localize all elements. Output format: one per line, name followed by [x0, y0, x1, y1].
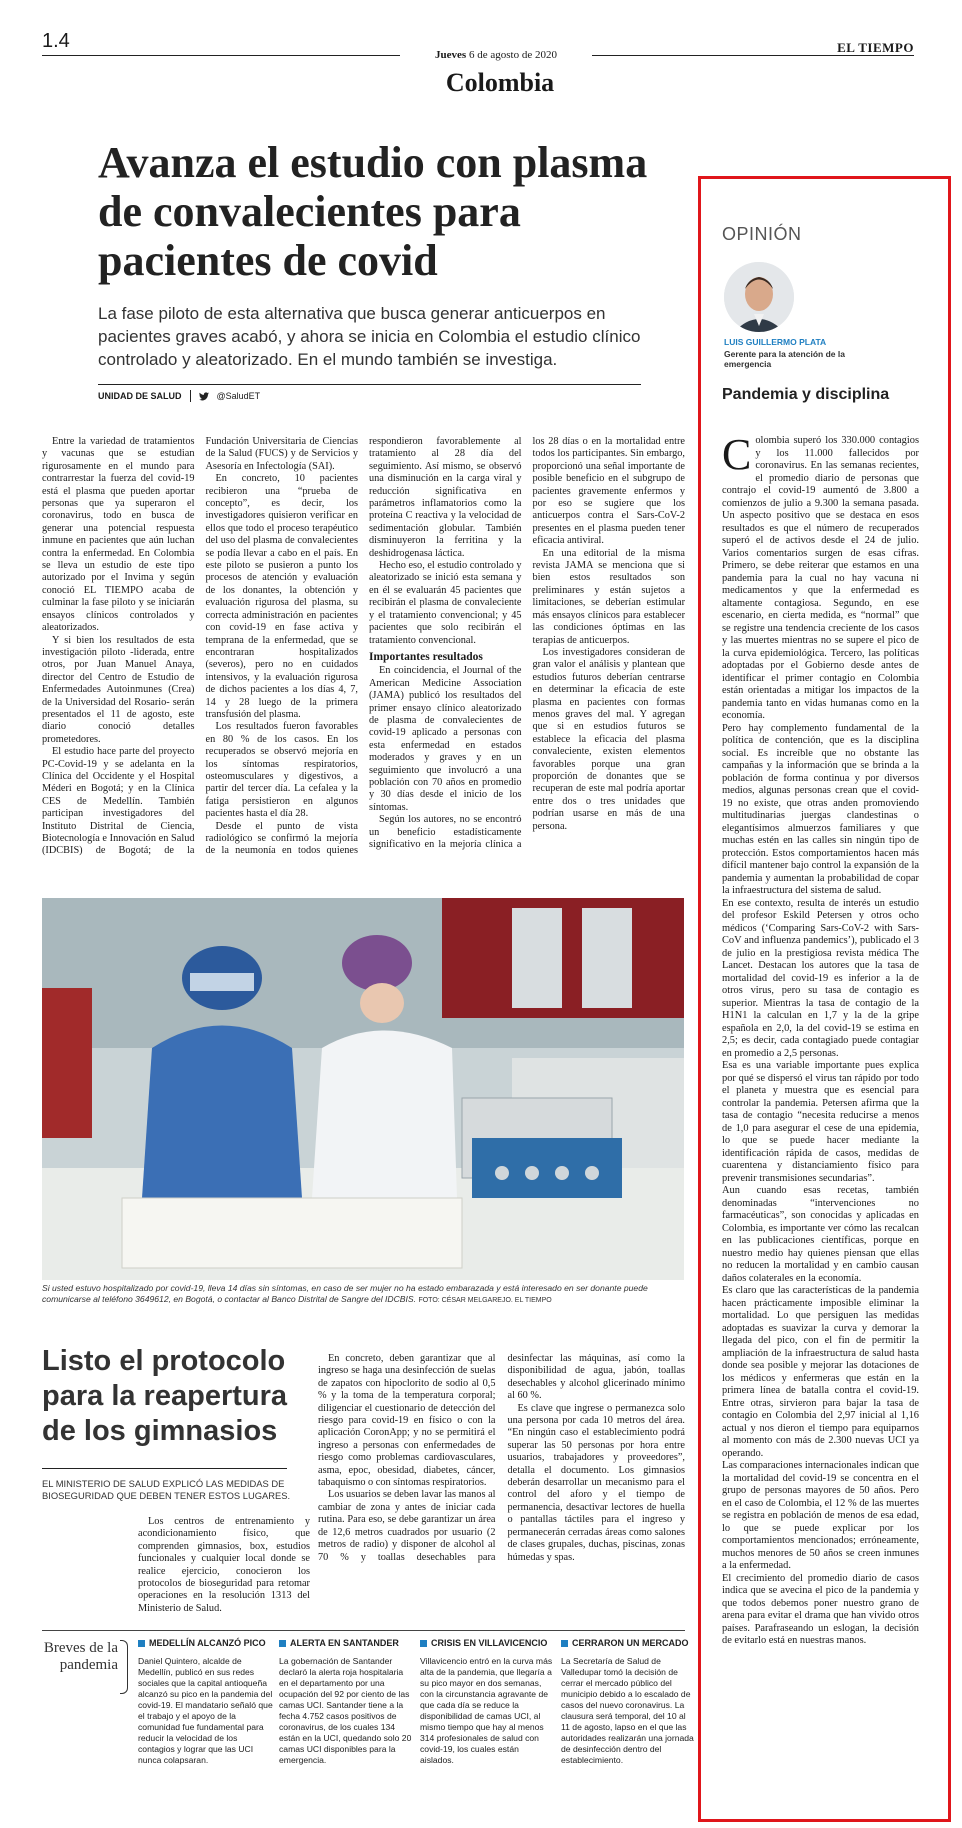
brief-item	[138, 1638, 273, 1766]
article-paragraph: Y si bien los resultados de esta investigación piloto -liderada, entre otros, por Juan Manuel Anaya, director del Centro de Estudio de Enfermedades Autoinmunes (Crea) de la Universidad del Rosario- serán presentados el 11 de agosto, este diario conoció detalles prometedores.	[42, 634, 195, 745]
masthead-rule-left	[42, 55, 400, 56]
opinion-title: Pandemia y disciplina	[722, 386, 890, 403]
byline-unit: UNIDAD DE SALUD	[98, 391, 182, 401]
lab-photo	[42, 898, 684, 1280]
article-paragraph: El estudio hace parte del proyecto PC-Covid-19 y se adelanta en la Clínica del Occidente y el Hospital Méderi en Bogotá; y en la Clínica CES de Medellín. También participan investigadores del Instituto Distrital de Ciencia, Biotecnología e Innovación en Salud (IDCBIS) de Bogotá; de la Fundación Universitaria de Ciencias de la Salud (FUCS) y de Servicios y Asesoría en Infectología (SAI).	[42, 436, 358, 857]
author-portrait-icon	[724, 262, 794, 332]
opinion-paragraph	[722, 435, 919, 723]
brief-title	[420, 1638, 555, 1648]
opinion-paragraph: En ese contexto, resulta de interés un estudio del profesor Eskild Petersen y otros ocho médicos (‘Comparing Sars-CoV-2 with Sars-CoV and influenza pandemics’), publicado el 3 de julio en la prestigiosa revista médica The Lancet. Destacan los autores que la tasa de mortalidad del covid-19 es inferior a la de otros virus, pero su tasa de contagio es superior. Mientras la tasa de contagio de la H1N1 la calculan en 1,7 y la de la gripe española en 2,0, la del covid-19 se estima en 2,5; es decir, cada contagiado puede contagiar en promedio a 2,5 personas.	[722, 897, 919, 1059]
article-paragraph: Según los autores, no se encontró un beneficio estadísticamente significativo en la mejoría clínica a los 28 días o en la mortalidad entre todos los participantes. Sin embargo, proporcionó una señal importante de posible beneficio en el subgrupo de pacientes gravemente enfermos y por eso se sugiere que los anticuerpos contra el Sars-CoV-2 presentes en el plasma pueden tener eficacia antiviral.	[369, 436, 685, 850]
breves-rule	[42, 1630, 685, 1631]
gym-rule	[42, 1468, 287, 1469]
opinion-author-role: Gerente para la atención de la emergencia	[724, 349, 845, 369]
opinion-body	[722, 435, 919, 1815]
twitter-icon	[199, 392, 209, 401]
opinion-paragraph: El crecimiento del promedio diario de casos indica que se avecina el pico de la pandemia y que todos debemos poner nuestro grano de arena para evitar el drama que han vivido otros países. Parafraseando un eslogan, la decisión de evitarlo está en nuestras manos.	[722, 1572, 919, 1646]
article-paragraph: Desde el punto de vista radiológico se confirmó la mejoría de la neumonía en todos quienes respondieron favorablemente al tratamiento al 28 día del seguimiento. Así mismo, se observó una disminución en la carga viral y reducción significativa en parámetros inflamatorios como la proteína C reactiva y la velocidad de sedimentación globular. También disminuyeron la ferritina y la deshidrogenasa láctica.	[205, 436, 522, 857]
gym-subhead: EL MINISTERIO DE SALUD EXPLICÓ LAS MEDIDAS DE BIOSEGURIDAD QUE DEBEN TENER ESTOS LUGARES.	[42, 1478, 291, 1501]
section-title: Colombia	[445, 68, 555, 97]
brief-title	[138, 1638, 273, 1648]
main-deck: La fase piloto de esta alternativa que busca generar anticuerpos en pacientes graves acabó, y ahora se inicia en Colombia el estudio clínico controlado y aleatorizado. En el mundo también se investiga.	[98, 304, 641, 369]
square-bullet-icon	[279, 1640, 286, 1647]
byline-handle: @SaludET	[216, 391, 261, 401]
main-article-body	[42, 436, 685, 902]
brief-title-text: ALERTA EN SANTANDER	[290, 1638, 399, 1648]
dateline-date: 6 de agosto de 2020	[468, 49, 557, 61]
breves-label: Breves de la pandemia	[43, 1640, 118, 1673]
opinion-author: LUIS GUILLERMO PLATA	[724, 337, 827, 347]
article-paragraph: Los resultados fueron favorables en 80 % de los casos. En los recuperados se observó mejoría en los síntomas respiratorios, osteomusculares y digestivos, a partir del tercer día. La cefalea y la fatiga persistieron en algunos pacientes hasta el día 28.	[205, 721, 358, 820]
gym-article-body	[318, 1353, 685, 1603]
article-paragraph: Los investigadores consideran de gran valor el análisis y plantean que estudios futuros deberían centrarse en determinar la eficacia de este plasma en pacientes con formas menos graves del mal. Y agregan que si en estudios futuros se establece la eficacia del plasma convaleciente, existen elementos favorables porque una gran proporción de donantes que se recuperan de este mal podría aportar entre dos o tres unidades que podrían usarse en más de una persona.	[532, 646, 685, 832]
breves-brace	[120, 1640, 128, 1694]
page-number: 1.4	[42, 30, 70, 52]
opinion-paragraph: Las comparaciones internacionales indican que la mortalidad del covid-19 se concentra en el grupo de personas mayores de 50 años. Pero en el caso de Colombia, el 12 % de las muertes se registra en población de menos de esa edad, lo que se puede explicar por los comportamientos mencionados; erróneamente, muchos menores de 50 años se creen inmunes a la enfermedad.	[722, 1460, 919, 1571]
brief-title-text: MEDELLÍN ALCANZÓ PICO	[149, 1638, 266, 1648]
article-paragraph: Entre la variedad de tratamientos y vacunas que se estudian rigurosamente en el mundo para contrarrestar la fuerza del covid-19 está el plasma que pueden aportar personas que ya superaron el coronavirus, todo en busca de generar una potencial respuesta inmune en pacientes que aún luchan contra la enfermedad. En Colombia se lleva un estudio de este tipo autorizado por el Invima y según conoció EL TIEMPO acaba de culminar la fase piloto y se iniciarán ensayos clínicos controlados y aleatorizados.	[42, 436, 195, 634]
photo-credit: FOTO: CÉSAR MELGAREJO. EL TIEMPO	[418, 1297, 552, 1304]
opinion-paragraph: Pero hay complemento fundamental de la política de contención, que es la disciplina social. Es increíble que no obstante las campañas y la información que se brinda a la población de forma continua y por diversos medios, algunas personas crean que el covid-19 no existe, que otras anden promoviendo multitudinarias juergas clandestinas o elegantísimos almuerzos familiares y que muchas estén en las calles sin ningún tipo de protección. Estos comportamientos hacen más difícil mantener bajo control la expansión de la pandemia y aumentan la probabilidad de copar la infraestructura del sistema de salud.	[722, 722, 919, 896]
article-paragraph: En una editorial de la misma revista JAMA se menciona que si bien estos resultados son preliminares y están sujetos a limitaciones, se deberían estimular más ensayos clínicos para establecer las condiciones óptimas en las terapias de anticuerpos.	[532, 547, 685, 646]
main-headline: Avanza el estudio con plasma de convalecientes para pacientes de covid	[98, 138, 648, 285]
square-bullet-icon	[138, 1640, 145, 1647]
dateline	[400, 49, 592, 61]
opinion-paragraph: Aun cuando esas recetas, también denominadas “intervenciones no farmacéuticas”, son conocidas y aplicadas en Colombia, es importante ver cómo las recalcan en las publicaciones científicas, porque en nuestro medio hay quienes piensan que ellas no reducen la mortalidad y en cambio causan daños colaterales en la economía.	[722, 1185, 919, 1284]
brief-text: Villavicencio entró en la curva más alta de la pandemia, que llegaría a su pico mayor en dos semanas, con la circunstancia agravante de que cada día se reduce la disponibilidad de camas UCI, al mismo tiempo que hay al menos 314 profesionales de salud con covid-19, los cuales están aislados.	[420, 1656, 553, 1765]
gym-intro: Los centros de entrenamiento y acondicionamiento físico, que comprenden gimnasios, box, estudios funcionales y cualquier local donde se realice ejercicio, conocieron los protocolos de bioseguridad para retomar operaciones en la resolución 1313 del Ministerio de Salud.	[138, 1516, 310, 1614]
byline	[98, 390, 260, 402]
brand-logo: EL TIEMPO	[837, 40, 914, 55]
brief-text: La gobernación de Santander declaró la alerta roja hospitalaria en el departamento por una ocupación del 92 por ciento de las camas UCI. Santander tiene a la fecha 4.752 casos positivos de coronavirus, de los cuales 134 están en la UCI, quedando solo 20 camas UCI disponibles para la emergencia.	[279, 1656, 412, 1765]
byline-separator	[190, 390, 191, 402]
square-bullet-icon	[561, 1640, 568, 1647]
photo-caption	[42, 1283, 684, 1306]
dateline-day: Jueves	[435, 49, 467, 61]
brief-title-text: CRISIS EN VILLAVICENCIO	[431, 1638, 548, 1648]
brief-title-text: CERRARON UN MERCADO	[572, 1638, 689, 1648]
lab-photo-illustration	[42, 898, 684, 1280]
square-bullet-icon	[420, 1640, 427, 1647]
byline-rule	[98, 384, 641, 385]
article-paragraph: En coincidencia, el Journal of the American Medicine Association (JAMA) publicó los resultados del primer ensayo clínico aleatorizado de plasma de convalecientes de covid-19 aplicado a personas con esta enfermedad en estados moderados y graves y en un seguimiento que involucró a una población con 70 años en promedio y 30 días desde el inicio de los síntomas.	[369, 665, 522, 813]
brief-text: La Secretaría de Salud de Valledupar tomó la decisión de cerrar el mercado público del municipio debido a lo escalado de casos del nuevo coronavirus. La clausura será temporal, del 10 al 11 de agosto, lapso en el que las autoridades realizarán una jornada de desinfección dentro del establecimiento.	[561, 1656, 694, 1765]
opinion-paragraph: Es claro que las características de la pandemia hacen prácticamente imposible eliminar la mortalidad. Lo que persiguen las medidas adoptadas es suavizar la curva y demorar la llegada del pico, con el fin de permitir la ampliación de la infraestructura de salud hasta donde sea posible y mejorar las dotaciones de los médicos y enfermeras que están en la primera línea de batalla contra el covid-19. Entre otras, sirvieron para bajar la tasa de contagio en Colombia del 2,97 inicial al 1,16 actual y nos dieron el tiempo para equiparnos al momento con más de 2.300 nuevas UCI ya operando.	[722, 1285, 919, 1459]
opinion-label: OPINIÓN	[722, 224, 802, 244]
opinion-paragraph: Esa es una variable importante pues explica por qué se dispersó el virus tan rápido por todo el planeta y muestra que es esencial para controlar la pandemia. Petersen afirma que la tasa de contagio “necesita reducirse a menos de 1,0 para asegurar el cese de una epidemia, lo que se puede hacer mediante la identificación rápida de casos, medidas de cuarentena y distanciamiento físico para prevenir transmisiones secundarias”.	[722, 1060, 919, 1184]
gym-paragraph: Los usuarios se deben lavar las manos al cambiar de zona y antes de iniciar cada rutina. Para eso, se debe garantizar un área de 12,6 metros cuadrados por usuario (2 metros de radio) y disponer de alcohol al 70 % y toallas desechables para desinfectar las máquinas, así como la disponibilidad de agua, jabón, toallas desechables y alcohol glicerinado mínimo al 60 %.	[318, 1353, 685, 1563]
brief-title	[279, 1638, 414, 1648]
brief-item	[420, 1638, 555, 1766]
caption-text: Si usted estuvo hospitalizado por covid-19, lleva 14 días sin síntomas, en caso de ser mujer no ha estado embarazada y está interesado en ser donante puede comunicarse al teléfono 3649612, en Bogotá, o contactar al Banco Distrital de Sangre del IDCBIS.	[42, 1283, 648, 1304]
brief-text: Daniel Quintero, alcalde de Medellín, publicó en sus redes sociales que la capital antioqueña alcanzó su pico en la pandemia del covid-19. El mandatario señaló que el trabajo y el apoyo de la comunidad fue fundamental para reducir la velocidad de los contagios y lograr que las UCI nunca colapsaran.	[138, 1656, 273, 1765]
author-avatar	[724, 262, 794, 332]
opinion-paragraph-text: olombia superó los 330.000 contagios y los 11.000 fallecidos por coronavirus. En las semanas recientes, el promedio diario de personas que contrajo el covid-19 aumentó de 3.800 a comienzos de julio a 9.300 la semana pasada. Un aspecto positivo que se destaca en esos resultados es que el número de recuperados superó el de activos desde el 24 de julio. Varios comentarios surgen de esas cifras. Primero, se debe reiterar que estamos en una pandemia para la cual no hay vacuna ni medicamentos y que la enfermedad es altamente contagiosa. Segundo, en ese escenario, en cierta medida, es “normal” que se registre una tendencia creciente de los casos y las muertes mientras no se supere el pico de la curva epidemiológica. Tercero, las políticas adoptadas por el Gobierno desde antes de identificar el primer contagio en Colombia están orientadas a mitigar los impactos de la pandemia tanto en vidas humanas como en la economía.	[722, 435, 919, 721]
article-paragraph: Hecho eso, el estudio controlado y aleatorizado se inició esta semana y en él se evaluarán 45 pacientes que recibirán el plasma de convaleciente y el tratamiento convencional; y 45 pacientes que solo recibirán el tratamiento convencional.	[369, 560, 522, 646]
gym-paragraph: Es clave que ingrese o permanezca solo una persona por cada 10 metros del área. “En ningún caso el establecimiento podrá superar las 50 personas por hora entre usuarios, trabajadores y proveedores”, detalla el documento. Los gimnasios deberán desarrollar un mecanismo para el control del aforo y el tiempo de permanencia, desactivar lectores de huella o pantallas táctiles para el ingreso y permanecerán cerradas áreas como salones de clases grupales, duchas, piscinas, zonas húmedas y spas.	[507, 1402, 685, 1563]
brief-item	[279, 1638, 414, 1766]
brief-item	[561, 1638, 696, 1766]
opinion-dropcap: C	[722, 435, 752, 479]
brief-title	[561, 1638, 696, 1648]
article-subhead: Importantes resultados	[369, 650, 483, 663]
gym-headline: Listo el protocolo para la reapertura de los gimnasios	[42, 1345, 288, 1447]
gym-paragraph: En concreto, deben garantizar que al ingreso se haga una desinfección de suelas de zapatos con hipoclorito de sodio al 0,5 % y la toma de la temperatura corporal; diligenciar el cuestionario de detección del riesgo para covid-19 en físico o con la aplicación CoronApp; y no se permitirá el ingreso a personas con enfermedades de riesgo como problemas cardiovasculares, asma, epoc, obesidad, diabetes, cáncer, tabaquismo o con síntomas respiratorios.	[318, 1353, 496, 1489]
article-paragraph: En concreto, 10 pacientes recibieron una “prueba de concepto”, es decir, los investigadores quisieron verificar en ellos que todo el proceso terapéutico del uso del plasma de convalecientes se podía llevar a cabo en el país. En este piloto se pusieron a punto los procesos de atención y evaluación de los donantes, la obtención y evaluación rigurosa del plasma, su correcta administración en pacientes con covid-19 en fase activa y temprana de la enfermedad, que se encontraran hospitalizados (severos), pero no en cuidados intensivos, y la evaluación rigurosa de dichos pacientes a los días 4, 7, 14 y 28 luego de la primera transfusión del plasma.	[205, 473, 358, 720]
